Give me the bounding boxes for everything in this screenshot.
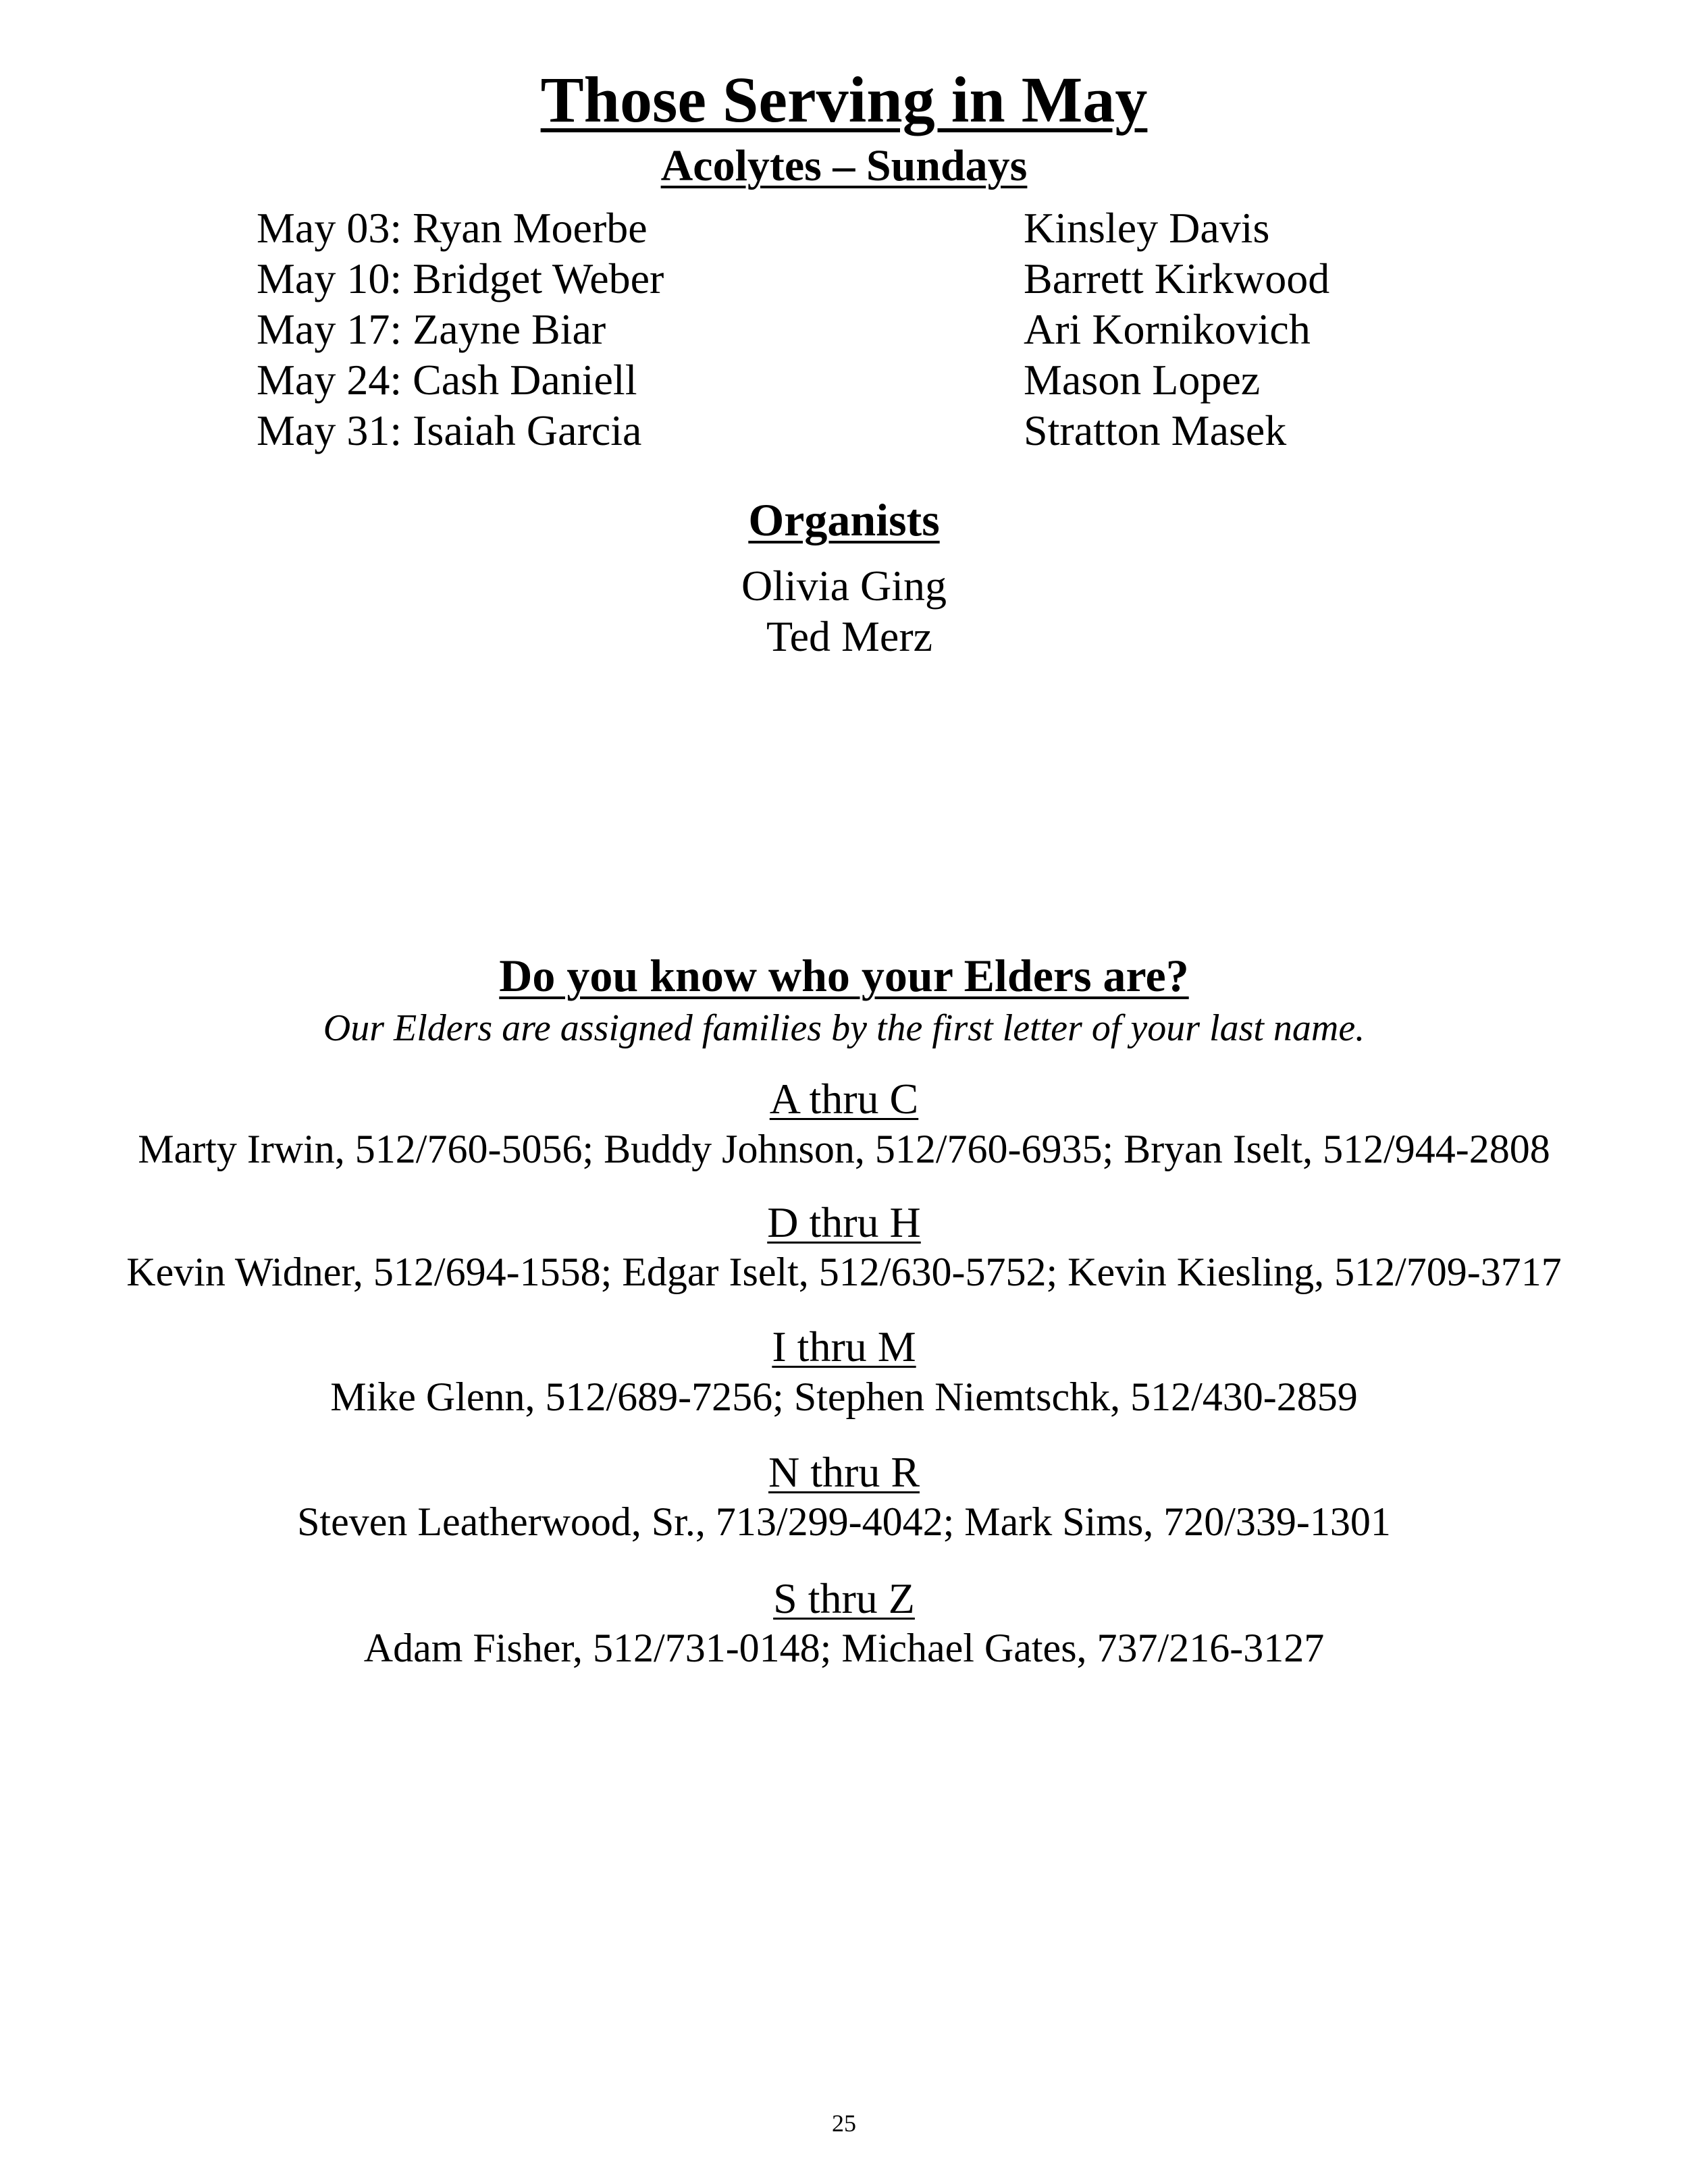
elder-group-contacts: Adam Fisher, 512/731-0148; Michael Gates, 737/216-3127 bbox=[363, 1626, 1325, 1670]
acolyte-entry: Kinsley Davis bbox=[1024, 204, 1270, 252]
acolyte-entry: Stratton Masek bbox=[1024, 406, 1287, 454]
organist-name: Ted Merz bbox=[766, 612, 933, 660]
elder-group-contacts: Marty Irwin, 512/760-5056; Buddy Johnson, 512/760-6935; Bryan Iselt, 512/944-2808 bbox=[138, 1127, 1550, 1171]
acolytes-left-column bbox=[257, 203, 664, 456]
acolyte-entry: Mason Lopez bbox=[1024, 356, 1261, 404]
acolyte-entry: Barrett Kirkwood bbox=[1024, 255, 1330, 302]
organist-name: Olivia Ging bbox=[741, 562, 947, 610]
elder-group-range: S thru Z bbox=[773, 1574, 915, 1622]
acolyte-entry: May 17: Zayne Biar bbox=[257, 305, 606, 353]
elder-group-range: A thru C bbox=[769, 1075, 919, 1123]
acolyte-entry: Ari Kornikovich bbox=[1024, 305, 1311, 353]
acolyte-entry: May 24: Cash Daniell bbox=[257, 356, 637, 404]
page-number: 25 bbox=[832, 2110, 856, 2137]
elders-heading: Do you know who your Elders are? bbox=[499, 950, 1189, 1001]
elder-group-range: N thru R bbox=[768, 1448, 920, 1496]
acolyte-entry: May 03: Ryan Moerbe bbox=[257, 204, 648, 252]
acolyte-entry: May 10: Bridget Weber bbox=[257, 255, 664, 302]
elder-group-range: D thru H bbox=[767, 1198, 921, 1246]
elders-subtitle: Our Elders are assigned families by the first letter of your last name. bbox=[323, 1007, 1365, 1049]
acolyte-entry: May 31: Isaiah Garcia bbox=[257, 406, 642, 454]
page-title: Those Serving in May bbox=[540, 63, 1148, 136]
elder-group-contacts: Kevin Widner, 512/694-1558; Edgar Iselt, 512/630-5752; Kevin Kiesling, 512/709-3717 bbox=[126, 1250, 1562, 1294]
elder-group-contacts: Mike Glenn, 512/689-7256; Stephen Niemtschk, 512/430-2859 bbox=[330, 1375, 1358, 1419]
elder-group-range: I thru M bbox=[772, 1323, 916, 1370]
acolytes-heading: Acolytes – Sundays bbox=[660, 141, 1028, 190]
elder-group-contacts: Steven Leatherwood, Sr., 713/299-4042; Mark Sims, 720/339-1301 bbox=[297, 1499, 1391, 1544]
acolytes-right-column bbox=[1024, 203, 1329, 456]
organists-heading: Organists bbox=[748, 494, 940, 545]
